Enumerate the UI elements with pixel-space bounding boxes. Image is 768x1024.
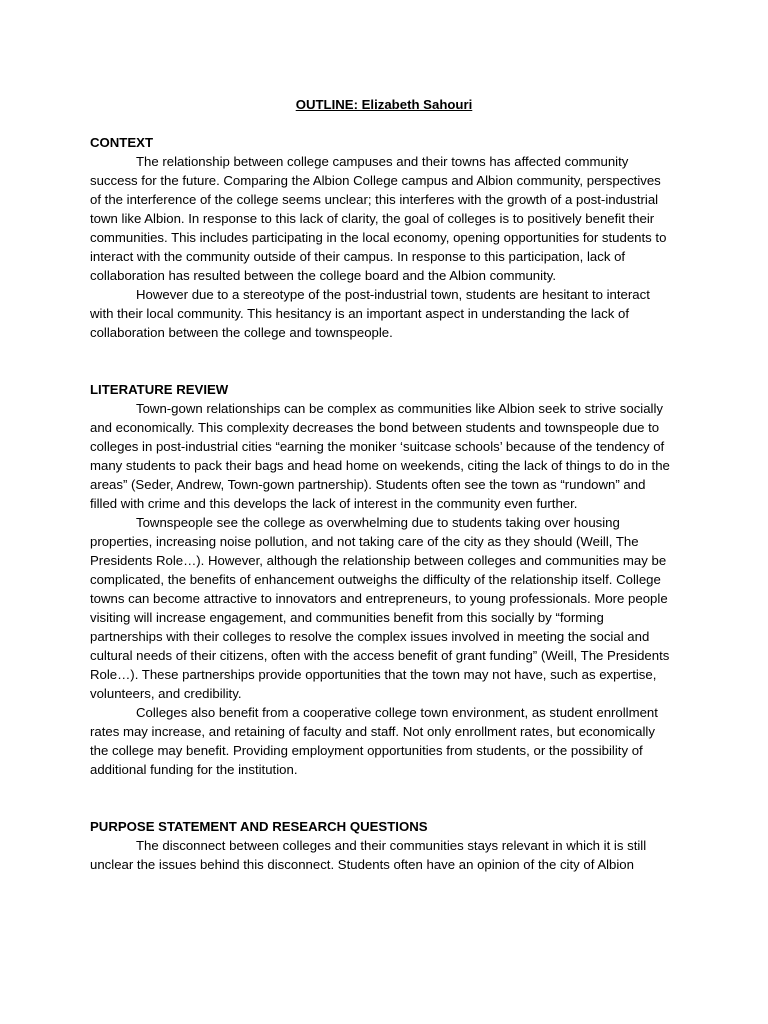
document-page [90,95,674,874]
literature-paragraph-3: Colleges also benefit from a cooperative college town environment, as student enrollment rates may increase, and retaining of faculty and staff. Not only enrollment rates, but economically the college may benefit. Providing employment opportunities from students, or the possibility of additional funding for the institution. [90,705,658,777]
context-paragraph-1: The relationship between college campuses and their towns has affected community success for the future. Comparing the Albion College campus and Albion community, perspectives of the interference of the college seems unclear; this interferes with the growth of a post-industrial town like Albion. In response to this lack of clarity, the goal of colleges is to positively benefit their communities. This includes participating in the local economy, opening opportunities for students to interact with the community outside of their campus. In response to this participation, lack of collaboration has resulted between the college board and the Albion community. [90,154,667,283]
document-title: OUTLINE: Elizabeth Sahouri [295,97,473,112]
section-purpose-statement [90,817,674,874]
context-paragraph-2: However due to a stereotype of the post-industrial town, students are hesitant to interact with their local community. This hesitancy is an important aspect in understanding the lack of collaboration between the college and townspeople. [90,287,650,340]
section-heading-purpose-statement: PURPOSE STATEMENT AND RESEARCH QUESTIONS [90,819,428,834]
section-context [90,133,674,342]
section-spacer [90,779,674,817]
section-literature-review [90,380,674,779]
section-heading-context: CONTEXT [90,135,154,150]
purpose-paragraph-1: The disconnect between colleges and their communities stays relevant in which it is still unclear the issues behind this disconnect. Students often have an opinion of the city of Albion [90,838,647,872]
literature-paragraph-2: Townspeople see the college as overwhelming due to students taking over housing properties, increasing noise pollution, and not taking care of the city as they should (Weill, The Presidents Role…). However, although the relationship between colleges and communities may be complicated, the benefits of enhancement outweighs the difficulty of the relationship itself. College towns can become attractive to innovators and entrepreneurs, to young professionals. More people visiting will increase engagement, and communities benefit from this socially by “forming partnerships with their colleges to resolve the complex issues involved in meeting the social and cultural needs of their citizens, often with the access benefit of grant funding” (Weill, The Presidents Role…). These partnerships provide opportunities that the town may not have, such as expertise, volunteers, and credibility. [90,515,670,701]
section-spacer [90,342,674,380]
section-heading-literature-review: LITERATURE REVIEW [90,382,229,397]
literature-paragraph-1: Town-gown relationships can be complex as communities like Albion seek to strive socially and economically. This complexity decreases the bond between students and townspeople due to colleges in post-industrial cities “earning the moniker ‘suitcase schools’ because of the tendency of many students to pack their bags and head home on weekends, citing the lack of things to do in the areas” (Seder, Andrew, Town-gown partnership). Students often see the town as “rundown” and filled with crime and this develops the lack of interest in the community even further. [90,401,670,511]
